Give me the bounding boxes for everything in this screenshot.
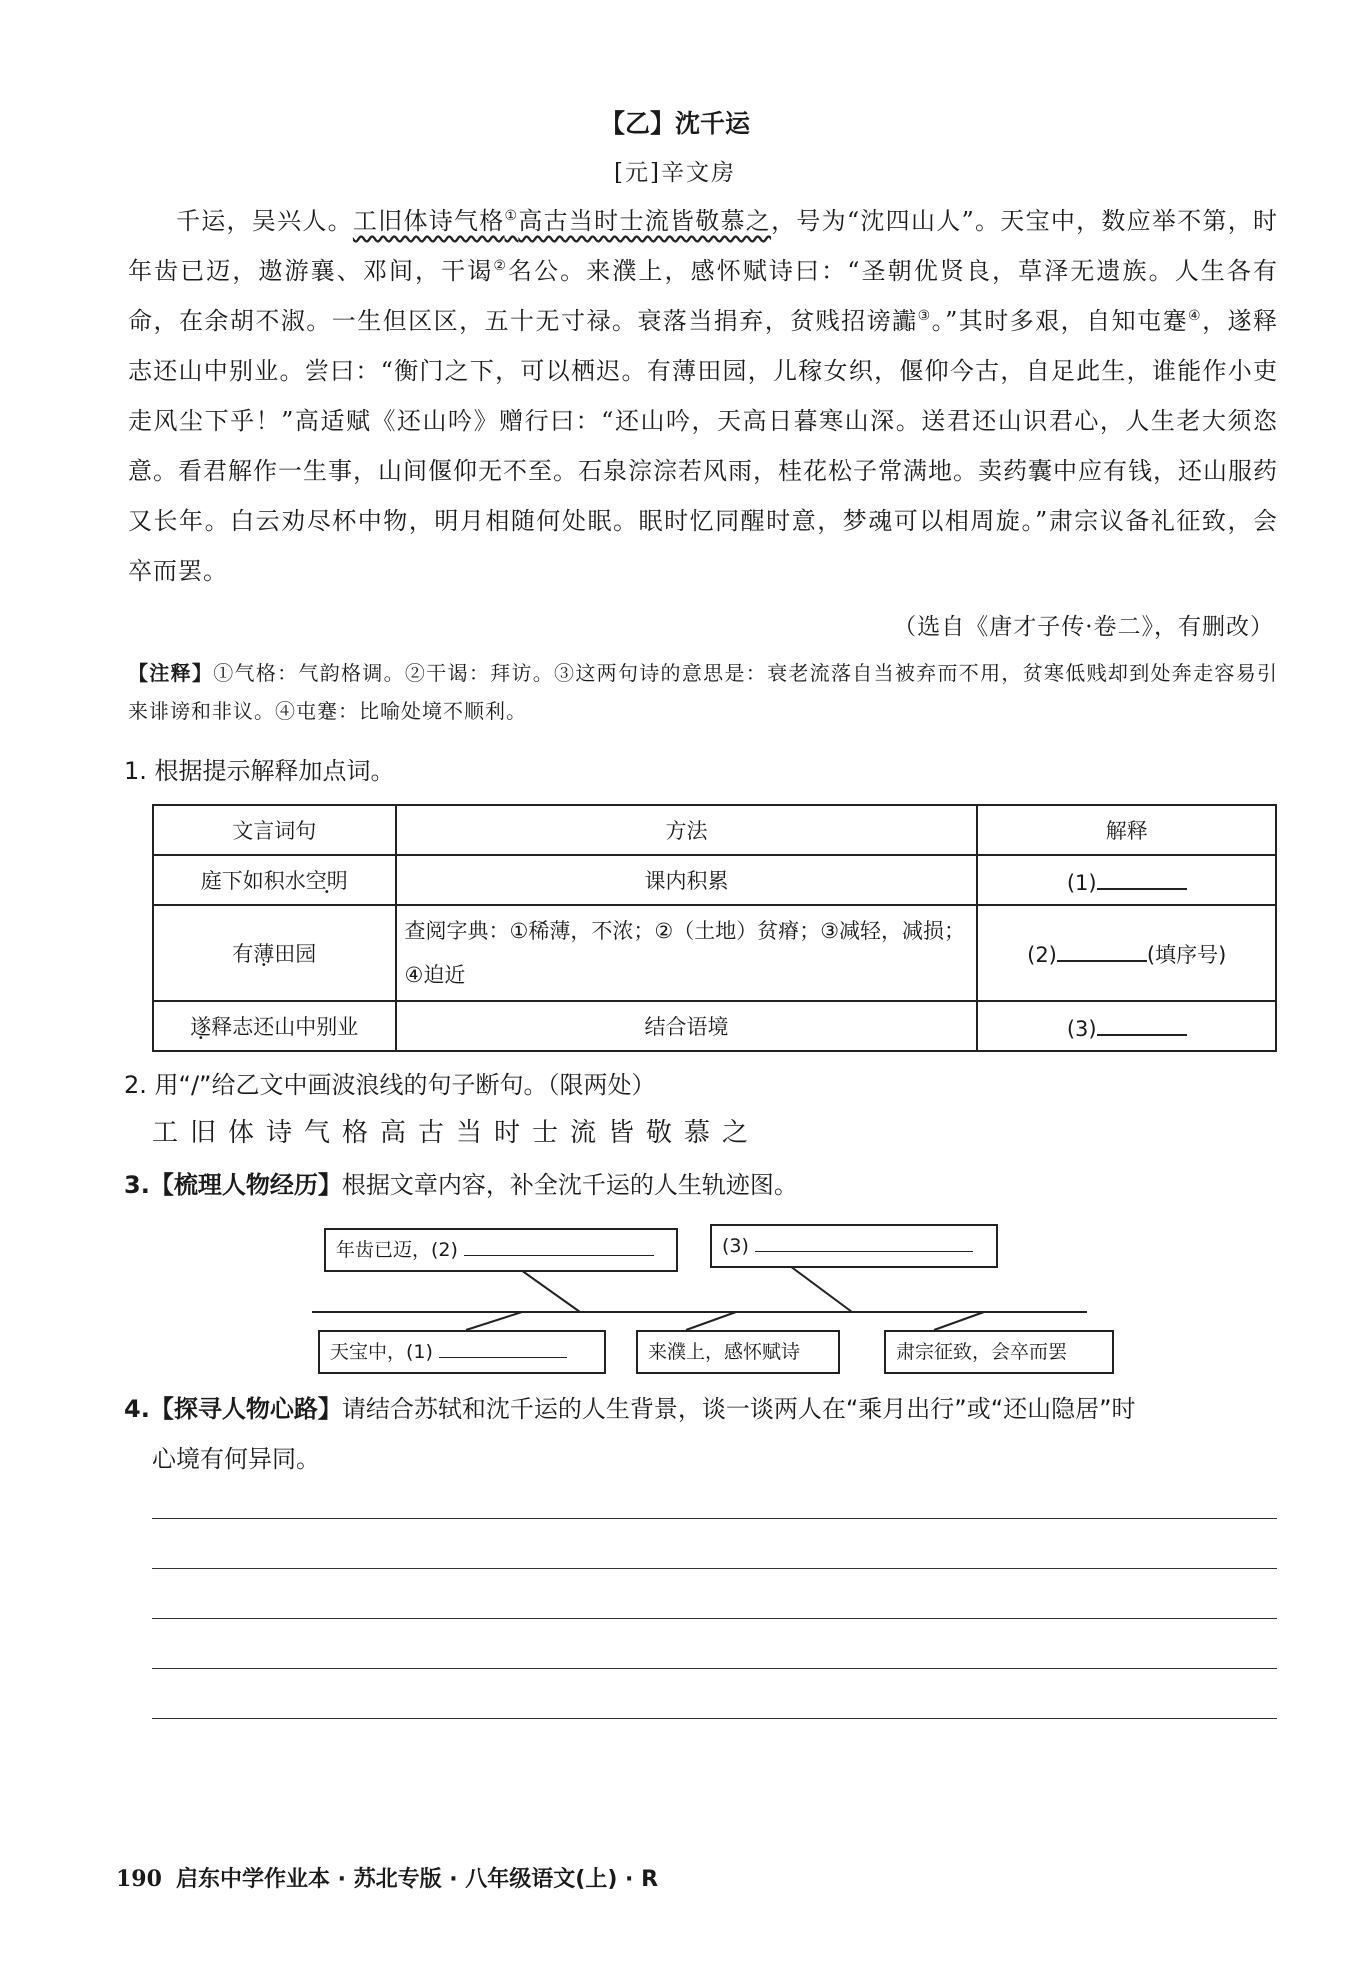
table-header: 文言词句 [153, 805, 396, 855]
table-row [153, 905, 1276, 1001]
annotations-label: 【注释】 [128, 661, 214, 685]
timeline-connector [934, 1312, 984, 1330]
timeline-connector [466, 1312, 522, 1330]
answer-label: (3) [1066, 1016, 1097, 1041]
answer-line[interactable] [152, 1668, 1277, 1669]
timeline-box-bottom-3: 肃宗征致，会卒而罢 [884, 1330, 1114, 1374]
table-header: 方法 [396, 805, 978, 855]
dotted-word: 薄 [253, 942, 275, 966]
question-4-label: 4.【探寻人物心路】 [124, 1395, 342, 1423]
text-segment: 名公。来濮上，感怀赋诗曰：“圣朝优贤良，草泽无遗族。人生各有命，在余胡不淑。一生但区区，五十无寸禄。衰落当捐弃，贫贱招谤讟 [128, 257, 1278, 335]
wavy-part-b: 高古当时士流皆敬慕之 [518, 207, 772, 235]
question-1-prompt: 1. 根据提示解释加点词。 [124, 757, 395, 785]
text-segment: ，号为“沈四山人”。天宝中，数应举不第，时年齿已迈，遨游襄、邓间，干谒 [128, 207, 1279, 285]
answer-line[interactable] [152, 1568, 1277, 1569]
text-segment: ，遂释志还山中别业。尝曰：“衡门之下，可以栖迟。有薄田园，儿稼女织，偃仰今古，自足此生，谁能作小吏走风尘下乎！”高适赋《还山吟》赠行曰：“还山吟，天高日暮寒山深。送君还山识君心，人生老大须恣意。看君解作一生事，山间偃仰无不至。石泉淙淙若风雨，桂花松子常满地。卖药囊中应有钱，还山服药又长年。白云劝尽杯中物，明月相随何处眠。眠时忆同醒时意，梦魂可以相周旋。”肃宗议备礼征致，会卒而罢。 [128, 307, 1279, 585]
phrase-text: 田园 [274, 942, 317, 966]
fill-in-line[interactable] [755, 1227, 973, 1252]
passage-author: [元]辛文房 [614, 160, 736, 186]
timeline-box-label: (3) [722, 1235, 749, 1257]
question-4-prompt-line2: 心境有何异同。 [152, 1445, 320, 1473]
timeline-box-top-right[interactable] [710, 1224, 998, 1268]
timeline-box-label: 年齿已迈，(2) [336, 1239, 458, 1261]
timeline-box-label: 天宝中，(1) [330, 1341, 433, 1363]
vocab-table [152, 804, 1277, 1052]
annotations-text: ①气格：气韵格调。②干谒：拜访。③这两句诗的意思是：衰老流落自当被弃而不用，贫寒低贱却到处奔走容易引来诽谤和非议。④屯蹇：比喻处境不顺利。 [128, 661, 1279, 723]
table-header: 解释 [977, 805, 1276, 855]
answer-blank[interactable] [1097, 1012, 1187, 1036]
answer-blank[interactable] [1097, 866, 1187, 890]
answer-line[interactable] [152, 1618, 1277, 1619]
timeline-box-bottom-2: 来濮上，感怀赋诗 [636, 1330, 840, 1374]
table-row [153, 1001, 1276, 1051]
question-3-label: 3.【梳理人物经历】 [124, 1171, 342, 1199]
fill-in-line[interactable] [439, 1333, 567, 1358]
answer-label: (2) [1027, 942, 1057, 967]
book-title: 启东中学作业本 · 苏北专版 · 八年级语文(上) · R [175, 1867, 659, 1892]
question-4-prompt-line1: 请结合苏轼和沈千运的人生背景，谈一谈两人在“乘月出行”或“还山隐居”时 [341, 1395, 1136, 1423]
question-3-prompt: 根据文章内容，补全沈千运的人生轨迹图。 [341, 1171, 798, 1199]
question-2-prompt: 2. 用“/”给乙文中画波浪线的句子断句。（限两处） [124, 1071, 656, 1099]
answer-cell[interactable] [977, 855, 1276, 905]
text-segment: 。”其时多艰，自知屯蹇 [931, 307, 1189, 335]
method-line: 查阅字典：①稀薄，不浓；②（土地）贫瘠；③减轻，减损； [404, 919, 966, 943]
page-number: 190 [116, 1866, 162, 1892]
note-marker-1: ① [504, 208, 519, 224]
phrase-cell [153, 855, 396, 905]
text-segment: 千运，吴兴人。 [176, 207, 353, 235]
answer-cell[interactable] [977, 1001, 1276, 1051]
passage-body [128, 196, 1278, 596]
timeline-connector [790, 1266, 852, 1312]
passage-paragraph [128, 196, 1278, 596]
answer-line[interactable] [152, 1718, 1277, 1719]
phrase-text: 有 [232, 942, 254, 966]
table-header-row [153, 805, 1276, 855]
phrase-text: 庭下如积水 [200, 869, 306, 893]
note-marker-2: ② [493, 258, 508, 274]
note-marker-3: ③ [917, 308, 932, 324]
method-cell: 结合语境 [396, 1001, 978, 1051]
phrase-cell [153, 1001, 396, 1051]
answer-line[interactable] [152, 1518, 1277, 1519]
wavy-part-a: 工旧体诗气格 [352, 207, 505, 235]
timeline-box-bottom-1[interactable] [318, 1330, 606, 1374]
phrase-text: 释志还山中别业 [211, 1015, 359, 1039]
timeline-connector [686, 1312, 736, 1330]
annotations [128, 654, 1278, 730]
table-row [153, 855, 1276, 905]
phrase-cell [153, 905, 396, 1001]
question-4 [124, 1384, 1284, 1434]
page-footer [116, 1862, 658, 1893]
note-marker-4: ④ [1188, 308, 1203, 324]
dotted-word: 遂 [190, 1015, 212, 1039]
dotted-word: 空明 [305, 869, 348, 893]
fill-in-line[interactable] [464, 1231, 654, 1256]
passage-title: 【乙】沈千运 [599, 109, 750, 138]
punctuation-sentence[interactable]: 工旧体诗气格高古当时士流皆敬慕之 [152, 1118, 761, 1148]
answer-label: (1) [1066, 870, 1097, 895]
timeline-connector [521, 1270, 580, 1312]
method-line: ④迫近 [404, 963, 466, 987]
timeline-box-top-left[interactable] [324, 1228, 678, 1272]
method-cell [396, 905, 978, 1001]
question-3 [124, 1160, 1284, 1210]
method-cell: 课内积累 [396, 855, 978, 905]
wavy-underlined-sentence [353, 207, 771, 235]
answer-blank[interactable] [1057, 938, 1147, 962]
answer-cell[interactable] [977, 905, 1276, 1001]
answer-suffix: (填序号) [1146, 942, 1227, 967]
passage-source: （选自《唐才子传·卷二》，有删改） [893, 614, 1274, 640]
